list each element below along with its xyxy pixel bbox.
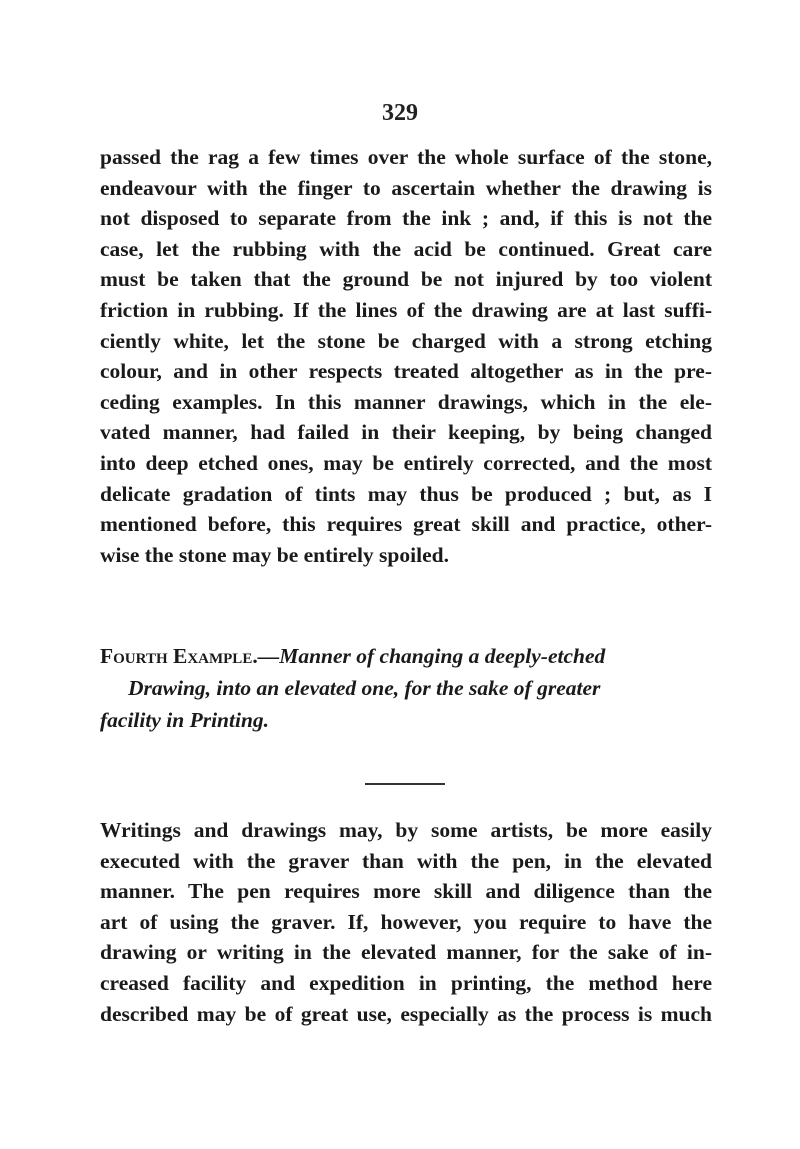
text-line: endeavour with the finger to ascertain whether the drawing is: [100, 175, 712, 200]
heading-line-1: [100, 640, 712, 672]
text-line: manner. The pen requires more skill and diligence than the: [100, 879, 712, 904]
text-line: Writings and drawings may, by some artists, be more easily: [100, 818, 712, 842]
text-line: case, let the rubbing with the acid be continued. Great care: [100, 236, 712, 261]
heading-line-2: Drawing, into an elevated one, for the sake of greater: [128, 676, 601, 700]
heading-title-start: —Manner of changing a deeply-etched: [257, 644, 606, 668]
section-divider: [365, 783, 445, 785]
heading-lead: Fourth Example.: [100, 644, 258, 668]
text-line: not disposed to separate from the ink ; and, if this is not the: [100, 206, 712, 231]
text-line: described may be of great use, especially as the process is much: [100, 1001, 712, 1026]
paragraph-2: [100, 815, 712, 1029]
text-line: vated manner, had failed in their keeping, by being changed: [100, 420, 712, 445]
text-line: executed with the graver than with the pen, in the elevated: [100, 848, 712, 873]
text-line: drawing or writing in the elevated manner, for the sake of in-: [100, 940, 712, 965]
text-line: must be taken that the ground be not injured by too violent: [100, 267, 712, 292]
text-line: colour, and in other respects treated altogether as in the pre-: [100, 359, 712, 384]
text-line: wise the stone may be entirely spoiled.: [100, 542, 449, 567]
page-number: 329: [382, 100, 418, 126]
section-heading: [100, 640, 712, 736]
text-line: ciently white, let the stone be charged with a strong etching: [100, 328, 712, 353]
text-line: mentioned before, this requires great skill and practice, other-: [100, 512, 712, 537]
text-line: ceding examples. In this manner drawings, which in the ele-: [100, 389, 712, 414]
paragraph-1: [100, 142, 712, 570]
text-line: art of using the graver. If, however, you require to have the: [100, 909, 712, 934]
text-line: delicate gradation of tints may thus be produced ; but, as I: [100, 481, 712, 506]
text-line: friction in rubbing. If the lines of the drawing are at last suffi-: [100, 297, 712, 322]
text-line: into deep etched ones, may be entirely corrected, and the most: [100, 450, 712, 475]
text-line: passed the rag a few times over the whole surface of the stone,: [100, 145, 712, 169]
text-line: creased facility and expedition in printing, the method here: [100, 970, 712, 995]
heading-line-3: facility in Printing.: [100, 708, 270, 732]
